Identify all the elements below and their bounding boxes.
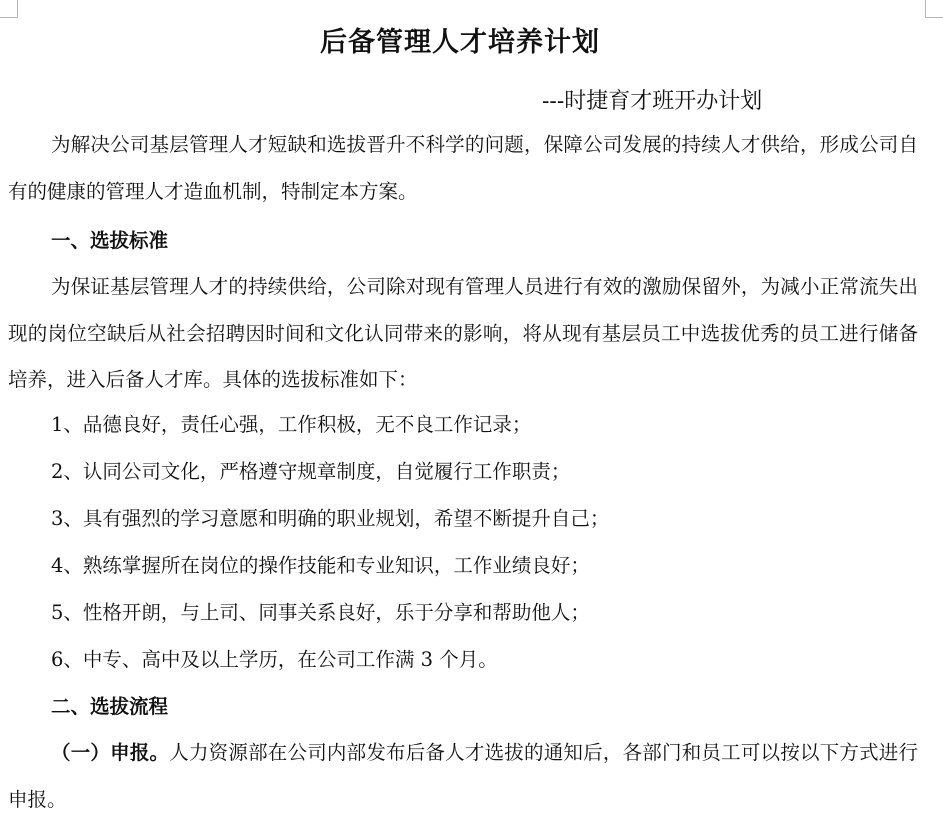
criteria-item: 5、性格开朗，与上司、同事关系良好，乐于分享和帮助他人； xyxy=(51,601,590,624)
application-step-label: （一）申报。 xyxy=(51,741,170,764)
page-corner-mark-right xyxy=(925,0,943,18)
document-title: 后备管理人才培养计划 xyxy=(320,27,600,58)
page-corner-mark-left xyxy=(0,0,18,18)
criteria-item: 3、具有强烈的学习意愿和明确的职业规划，希望不断提升自己； xyxy=(51,507,610,530)
section-heading-selection-process: 二、选拔流程 xyxy=(51,695,169,718)
criteria-item: 1、品德良好，责任心强，工作积极，无不良工作记录； xyxy=(51,413,532,436)
application-step-paragraph xyxy=(8,730,918,823)
application-step-text: 人力资源部在公司内部发布后备人才选拔的通知后，各部门和员工可以按以下方式进行申报。 xyxy=(8,741,918,811)
section-heading-selection-criteria: 一、选拔标准 xyxy=(51,229,169,252)
selection-criteria-paragraph: 为保证基层管理人才的持续供给，公司除对现有管理人员进行有效的激励保留外，为减小正常流失出现的岗位空缺后从社会招聘因时间和文化认同带来的影响，将从现有基层员工中选拔优秀的员工进行储备培养，进入后备人才库。具体的选拔标准如下： xyxy=(8,275,918,391)
document-subtitle: ---时捷育才班开办计划 xyxy=(542,89,763,114)
intro-paragraph: 为解决公司基层管理人才短缺和选拔晋升不科学的问题，保障公司发展的持续人才供给，形成公司自有的健康的管理人才造血机制，特制定本方案。 xyxy=(8,133,918,203)
criteria-item: 4、熟练掌握所在岗位的操作技能和专业知识，工作业绩良好； xyxy=(51,554,590,577)
criteria-item: 6、中专、高中及以上学历，在公司工作满 3 个月。 xyxy=(51,648,498,671)
criteria-item: 2、认同公司文化，严格遵守规章制度，自觉履行工作职责； xyxy=(51,460,571,483)
